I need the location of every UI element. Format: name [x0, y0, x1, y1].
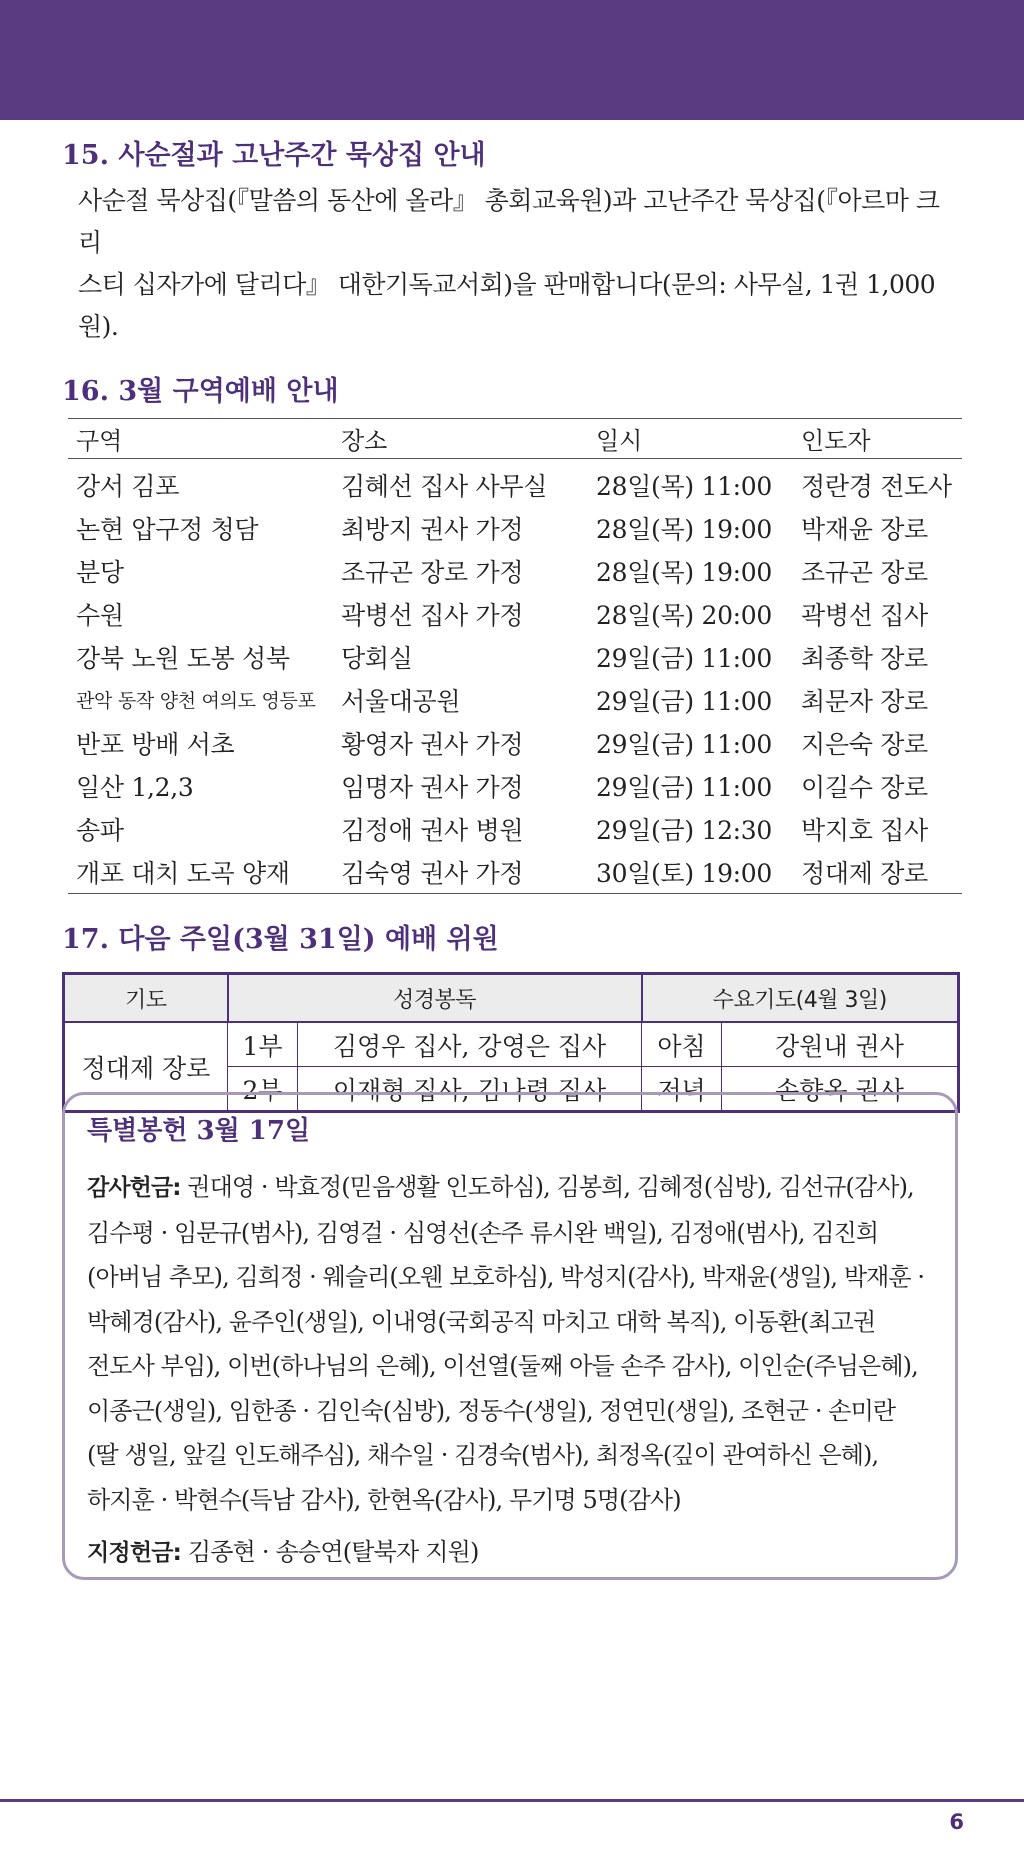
- worship-header-row: [64, 974, 959, 1023]
- zone-worship-table: [68, 418, 962, 894]
- offering-line: 하지훈 · 박현수(득남 감사), 한현옥(감사), 무기명 5명(감사): [87, 1485, 681, 1514]
- header-datetime: 일시: [588, 419, 793, 459]
- section-15-line-1: 사순절 묵상집(『말씀의 동산에 올라』 총회교육원)과 고난주간 묵상집(『아르마 크리: [78, 186, 940, 257]
- offering-line: [87, 1165, 933, 1211]
- table-row: [68, 764, 962, 807]
- zone-cell: 개포 대치 도곡 양재: [68, 850, 333, 894]
- place-cell: 황영자 권사 가정: [341, 729, 524, 759]
- zone-cell: 송파: [76, 815, 124, 845]
- header-wednesday-prayer: 수요기도(4월 3일): [642, 974, 959, 1023]
- datetime-cell: 29일(금) 11:00: [596, 772, 773, 802]
- place-cell: 김정애 권사 병원: [341, 815, 524, 845]
- thanks-offering-list: [87, 1165, 933, 1522]
- table-header-row: [68, 419, 962, 459]
- table-row: [68, 459, 962, 507]
- section-15: [62, 138, 962, 348]
- table-row: [68, 721, 962, 764]
- zone-cell: 관악 동작 양천 여의도 영등포: [76, 690, 316, 712]
- offering-line: 이종근(생일), 임한종 · 김인숙(심방), 정동수(생일), 정연민(생일), 조현군 · 손미란: [87, 1396, 896, 1425]
- section-15-line-2: 스티 십자가에 달리다』 대한기독교서회)을 판매합니다(문의: 사무실, 1권 1,000원).: [78, 270, 936, 341]
- leader-cell: 박재윤 장로: [801, 514, 928, 544]
- table-row: [68, 549, 962, 592]
- leader-cell: 최문자 장로: [801, 686, 928, 716]
- header-band: [0, 0, 1024, 120]
- part-1-readers: 김영우 집사, 강영은 집사: [298, 1022, 642, 1067]
- zone-cell: 일산 1,2,3: [76, 772, 194, 802]
- table-row: [68, 506, 962, 549]
- evening-label: 저녁: [642, 1067, 722, 1112]
- worship-row: [64, 1022, 959, 1067]
- header-zone: 구역: [68, 419, 333, 459]
- leader-cell: 최종학 장로: [801, 643, 928, 673]
- place-cell: 임명자 권사 가정: [341, 772, 524, 802]
- table-row: [68, 592, 962, 635]
- datetime-cell: 29일(금) 11:00: [596, 686, 773, 716]
- service-part-2: 2부: [228, 1067, 298, 1112]
- place-cell: 곽병선 집사 가정: [341, 600, 524, 630]
- header-leader: 인도자: [793, 419, 962, 459]
- offering-line: 박혜경(감사), 윤주인(생일), 이내영(국회공직 마치고 대학 복직), 이동환(최고권: [87, 1307, 876, 1336]
- table-row: [68, 635, 962, 678]
- header-scripture-reading: 성경봉독: [228, 974, 642, 1023]
- leader-cell: 조규곤 장로: [801, 557, 928, 587]
- datetime-cell: 29일(금) 11:00: [596, 643, 773, 673]
- place-cell: 김혜선 집사 사무실: [341, 471, 548, 501]
- section-17: [62, 922, 962, 1113]
- offering-text: 권대영 · 박효정(믿음생활 인도하심), 김봉희, 김혜정(심방), 김선규(감사),: [180, 1173, 914, 1201]
- place-cell: 김숙영 권사 가정: [333, 850, 588, 894]
- zone-cell: 분당: [76, 557, 124, 587]
- section-16: [62, 374, 962, 894]
- morning-prayer-name: 강원내 권사: [722, 1022, 959, 1067]
- place-cell: 서울대공원: [341, 686, 461, 716]
- leader-cell: 곽병선 집사: [801, 600, 928, 630]
- datetime-cell: 28일(목) 11:00: [596, 471, 773, 501]
- section-15-body: [78, 180, 962, 348]
- prayer-leader: 정대제 장로: [64, 1022, 228, 1112]
- zone-cell: 논현 압구정 청담: [76, 514, 259, 544]
- zone-cell: 강서 김포: [76, 471, 180, 501]
- place-cell: 최방지 권사 가정: [341, 514, 524, 544]
- zone-cell: 수원: [76, 600, 124, 630]
- page-number: 6: [949, 1810, 964, 1834]
- designated-offering-text: 김종현 · 송승연(탈북자 지원): [181, 1538, 479, 1566]
- offering-title: 특별봉헌 3월 17일: [87, 1116, 311, 1146]
- leader-cell: 이길수 장로: [801, 772, 928, 802]
- table-row: [68, 807, 962, 850]
- zone-cell: 반포 방배 서초: [76, 729, 235, 759]
- place-cell: 당회실: [341, 643, 413, 673]
- datetime-cell: 28일(목) 19:00: [596, 514, 773, 544]
- datetime-cell: 28일(목) 19:00: [596, 557, 773, 587]
- evening-prayer-name: 손향옥 권사: [722, 1067, 959, 1112]
- table-row: [68, 850, 962, 894]
- designated-offering-label: 지정헌금:: [87, 1540, 182, 1566]
- place-cell: 조규곤 장로 가정: [341, 557, 524, 587]
- designated-offering: [87, 1530, 933, 1575]
- footer-rule: [0, 1799, 1024, 1802]
- section-16-title: 16. 3월 구역예배 안내: [62, 376, 339, 407]
- offering-line: 김수평 · 임문규(범사), 김영걸 · 심영선(손주 류시완 백일), 김정애(범사), 김진희: [87, 1218, 879, 1247]
- leader-cell: 정대제 장로: [793, 850, 962, 894]
- thanks-offering-label: 감사헌금:: [87, 1175, 181, 1201]
- leader-cell: 정란경 전도사: [801, 471, 952, 501]
- offering-line: 전도사 부임), 이번(하나님의 은혜), 이선열(둘째 아들 손주 감사), 이인순(주님은혜),: [87, 1352, 918, 1380]
- section-15-title: 15. 사순절과 고난주간 묵상집 안내: [62, 140, 486, 171]
- datetime-cell: 29일(금) 12:30: [596, 815, 773, 845]
- datetime-cell: 28일(목) 20:00: [596, 600, 773, 630]
- offering-line: (아버님 추모), 김희정 · 웨슬리(오웬 보호하심), 박성지(감사), 박재윤(생일), 박재훈 ·: [87, 1263, 925, 1291]
- section-17-title: 17. 다음 주일(3월 31일) 예배 위원: [62, 924, 499, 955]
- datetime-cell: 30일(토) 19:00: [588, 850, 793, 894]
- datetime-cell: 29일(금) 11:00: [596, 729, 773, 759]
- header-prayer: 기도: [64, 974, 228, 1023]
- offering-line: (딸 생일, 앞길 인도해주심), 채수일 · 김경숙(범사), 최정옥(깊이 관여하신 은혜),: [87, 1441, 879, 1469]
- special-offering-box: [62, 1092, 958, 1580]
- header-place: 장소: [333, 419, 588, 459]
- table-row: [68, 678, 962, 721]
- leader-cell: 박지호 집사: [801, 815, 928, 845]
- zone-cell: 강북 노원 도봉 성북: [76, 643, 290, 673]
- part-2-readers: 이재형 집사, 김나령 집사: [298, 1067, 642, 1112]
- morning-label: 아침: [642, 1022, 722, 1067]
- main-content: [62, 138, 962, 1113]
- service-part-1: 1부: [228, 1022, 298, 1067]
- leader-cell: 지은숙 장로: [801, 729, 928, 759]
